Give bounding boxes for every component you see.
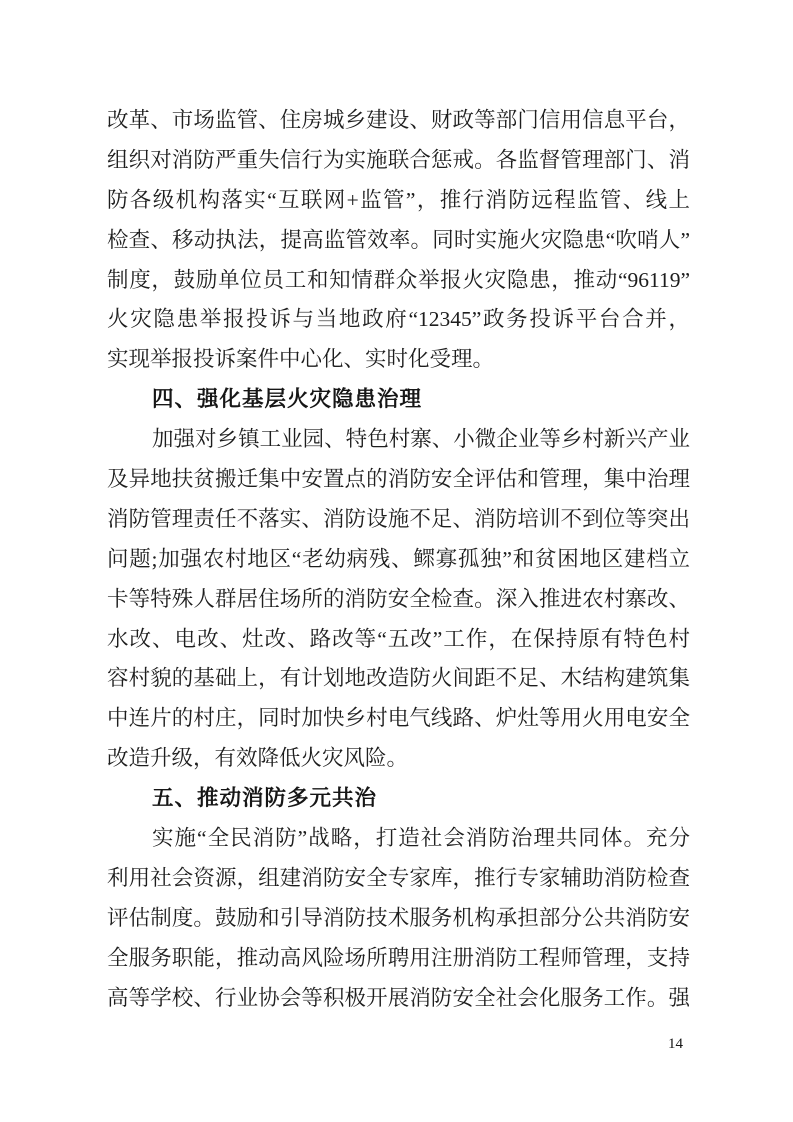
text-line: 防各级机构落实“互联网+监管”，推行消防远程监管、线上 <box>107 187 690 212</box>
text-line: 改造升级，有效降低火灾风险。 <box>107 746 409 771</box>
text-line: 制度，鼓励单位员工和知情群众举报火灾隐患，推动“96119” <box>107 267 690 292</box>
text-line: 评估制度。鼓励和引导消防技术服务机构承担部分公共消防安 <box>107 905 690 930</box>
page-number: 14 <box>668 1036 683 1052</box>
text-line: 实施“全民消防”战略，打造社会消防治理共同体。充分 <box>152 826 690 851</box>
text-line: 问题;加强农村地区“老幼病残、鳏寡孤独”和贫困地区建档立 <box>107 546 690 571</box>
text-line: 检查、移动执法，提高监管效率。同时实施火灾隐患“吹哨人” <box>107 227 690 252</box>
text-line: 高等学校、行业协会等积极开展消防安全社会化服务工作。强 <box>107 985 690 1010</box>
text-line: 全服务职能，推动高风险场所聘用注册消防工程师管理，支持 <box>107 945 690 970</box>
text-line: 卡等特殊人群居住场所的消防安全检查。深入推进农村寨改、 <box>107 586 690 611</box>
text-line: 利用社会资源，组建消防安全专家库，推行专家辅助消防检查 <box>107 865 690 890</box>
document-body <box>107 101 690 1018</box>
text-line: 加强对乡镇工业园、特色村寨、小微企业等乡村新兴产业 <box>152 427 690 452</box>
text-line: 中连片的村庄，同时加快乡村电气线路、炉灶等用火用电安全 <box>107 706 690 731</box>
section-heading-4: 四、强化基层火灾隐患治理 <box>152 387 423 412</box>
text-line: 改革、市场监管、住房城乡建设、财政等部门信用信息平台， <box>107 108 690 132</box>
text-line: 水改、电改、灶改、路改等“五改”工作，在保持原有特色村 <box>107 626 690 651</box>
section-heading-5: 五、推动消防多元共治 <box>152 786 378 811</box>
text-line: 实现举报投诉案件中心化、实时化受理。 <box>107 347 495 372</box>
text-line: 火灾隐患举报投诉与当地政府“12345”政务投诉平台合并， <box>107 307 690 332</box>
text-line: 及异地扶贫搬迁集中安置点的消防安全评估和管理，集中治理 <box>107 467 690 492</box>
text-line: 组织对消防严重失信行为实施联合惩戒。各监督管理部门、消 <box>107 147 690 172</box>
text-line: 容村貌的基础上，有计划地改造防火间距不足、木结构建筑集 <box>107 666 690 691</box>
text-line: 消防管理责任不落实、消防设施不足、消防培训不到位等突出 <box>107 506 690 531</box>
